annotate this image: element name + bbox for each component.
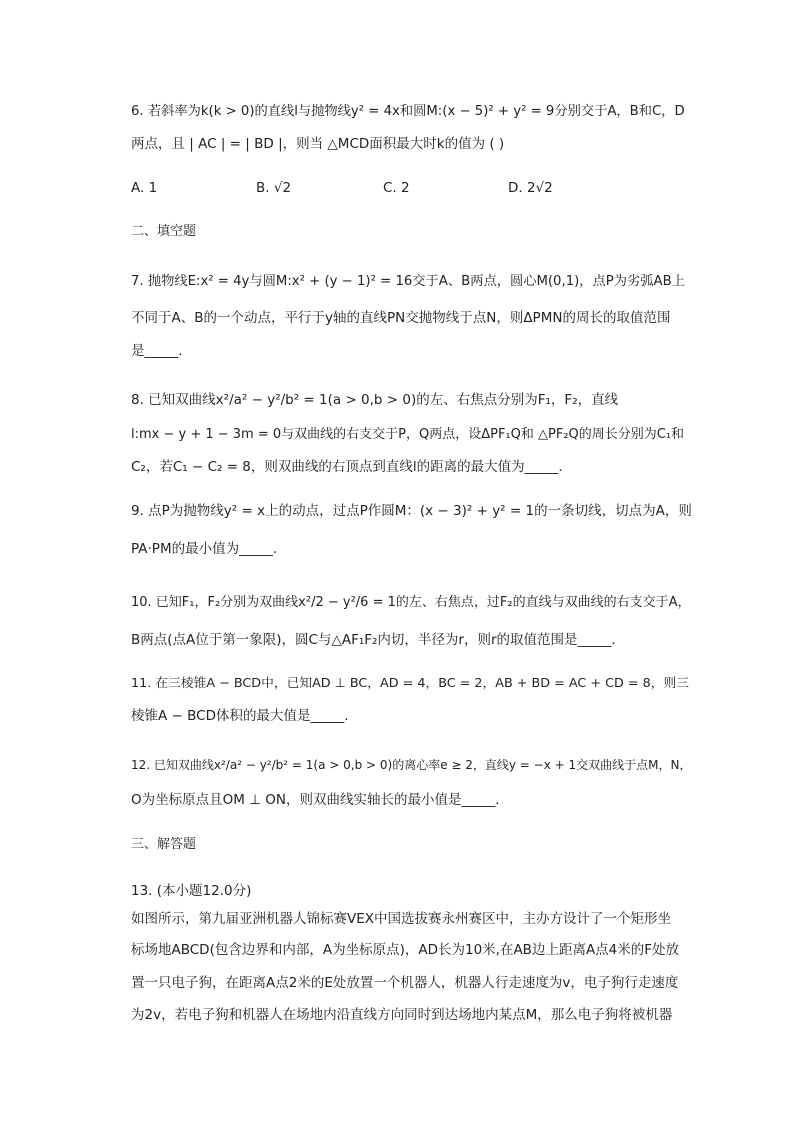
section-heading-fill-in: 二、填空题: [131, 224, 197, 239]
q13-line-4: 置一只电子狗，在距离A点2米的E处放置一个机器人，机器人行走速度为v，电子狗行走速度: [131, 975, 679, 991]
q12-line-1: 12. 已知双曲线x²/a² − y²/b² = 1(a > 0,b > 0)的离心率e ≥ 2，直线y = −x + 1交双曲线于点M，N，: [131, 758, 692, 772]
q13-line-5: 为2v，若电子狗和机器人在场地内沿直线方向同时到达场地内某点M，那么电子狗将被机器: [131, 1007, 673, 1023]
q11-line-2: 棱锥A − BCD体积的最大值是_____.: [131, 708, 349, 724]
q10-line-1: 10. 已知F₁，F₂分别为双曲线x²/2 − y²/6 = 1的左、右焦点，过F₂的直线与双曲线的右支交于A，: [131, 595, 691, 610]
q11-line-1: 11. 在三棱锥A − BCD中，已知AD ⊥ BC，AD = 4，BC = 2，AB + BD = AC + CD = 8，则三: [131, 676, 689, 691]
section-heading-solutions: 三、解答题: [131, 837, 197, 852]
q13-line-3: 标场地ABCD(包含边界和内部，A为坐标原点)，AD长为10米,在AB边上距离A点4米的F处放: [131, 942, 680, 958]
q7-line-1: 7. 抛物线E:x² = 4y与圆M:x² + (y − 1)² = 16交于A、B两点，圆心M(0,1)，点P为劣弧AB上: [131, 274, 685, 289]
q7-line-3: 是_____.: [131, 343, 183, 359]
q13-line-2: 如图所示，第九届亚洲机器人锦标赛VEX中国选拔赛永州赛区中，主办方设计了一个矩形坐: [131, 911, 672, 927]
q6-option-b: B. √2: [256, 180, 292, 196]
q6-line-2: 两点，且 | AC | = | BD |，则当 △MCD面积最大时k的值为 ( ): [131, 136, 505, 152]
q12-line-2: O为坐标原点且OM ⊥ ON，则双曲线实轴长的最小值是_____.: [131, 792, 500, 808]
q9-line-2: PA·PM的最小值为_____.: [131, 541, 278, 557]
q6-line-1: 6. 若斜率为k(k > 0)的直线l与抛物线y² = 4x和圆M:(x − 5)² + y² = 9分别交于A，B和C，D: [131, 104, 685, 119]
q8-line-1: 8. 已知双曲线x²/a² − y²/b² = 1(a > 0,b > 0)的左、右焦点分别为F₁，F₂，直线: [131, 392, 619, 408]
q8-line-2: l:mx − y + 1 − 3m = 0与双曲线的右支交于P，Q两点，设ΔPF₁Q和 △PF₂Q的周长分别为C₁和: [131, 427, 685, 442]
q13-line-1: 13. (本小题12.0分): [131, 883, 252, 899]
q8-line-3: C₂，若C₁ − C₂ = 8，则双曲线的右顶点到直线l的距离的最大值为_____.: [131, 459, 563, 475]
q6-option-d: D. 2√2: [508, 180, 553, 196]
q6-option-c: C. 2: [383, 180, 410, 196]
q9-line-1: 9. 点P为抛物线y² = x上的动点，过点P作圆M：(x − 3)² + y² = 1的一条切线，切点为A，则: [131, 503, 692, 519]
q10-line-2: B两点(点A位于第一象限)，圆C与△AF₁F₂内切，半径为r，则r的取值范围是_____.: [131, 632, 616, 648]
q6-option-a: A. 1: [131, 180, 158, 196]
q7-line-2: 不同于A、B的一个动点，平行于y轴的直线PN交抛物线于点N，则ΔPMN的周长的取值范围: [131, 310, 671, 326]
